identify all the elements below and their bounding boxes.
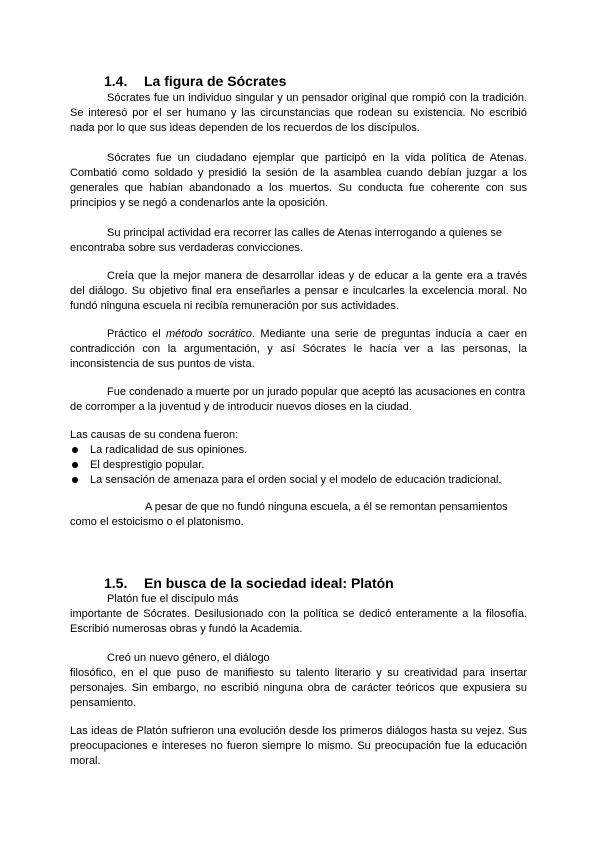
text-run: . Mediante una serie de preguntas inducía a caer en contradicción con la argumentación, y así Sócrates le hacía ver a las personas, la inconsistencia de sus puntos de vista.: [70, 328, 527, 370]
paragraph: filosófico, en el que puso de manifiesto su talento literario y su creatividad para insertar personajes. Sin embargo, no escribió ninguna obra de carácter teóricos que expusiera su pensamiento.: [70, 667, 527, 709]
paragraph: Fue condenado a muerte por un jurado popular que aceptó las acusaciones en contra de corromper a la juventud y de introducir nuevos dioses en la ciudad.: [70, 386, 526, 413]
list-item-text: El desprestigio popular.: [90, 459, 205, 471]
bullet-icon: [72, 462, 78, 468]
list-item: [70, 473, 527, 488]
paragraph: importante de Sócrates. Desilusionado con la política se dedicó enteramente a la filosofía. Escribió numerosas obras y fundó la Academia.: [70, 608, 527, 635]
paragraph-socratic-method: [70, 327, 527, 372]
list-item-text: La sensación de amenaza para el orden social y el modelo de educación tradicional.: [90, 474, 502, 486]
causes-intro: Las causas de su condena fueron:: [70, 429, 239, 441]
paragraph: Creía que la mejor manera de desarrollar ideas y de educar a la gente era a través del diálogo. Su objetivo final era enseñarles a pensar e inculcarles la excelencia moral. No fundó ninguna escuela ni recibía remuneración por sus actividades.: [70, 270, 527, 312]
paragraph-line: Platón fue el discípulo más: [107, 593, 239, 605]
causes-list: [70, 443, 527, 488]
bullet-icon: [72, 447, 78, 453]
section-title: En busca de la sociedad ideal: Platón: [144, 575, 394, 591]
paragraph: Las ideas de Platón sufrieron una evolución desde los primeros diálogos hasta su vejez. Sus preocupaciones e intereses no fueron siempre lo mismo. Su preocupación fue la educación moral.: [70, 725, 527, 767]
text-run: Práctico el: [107, 328, 166, 340]
emphasis-term: método socrático: [165, 328, 253, 340]
section-heading-socrates: [104, 72, 286, 90]
section-number: 1.4.: [104, 73, 128, 89]
paragraph-line: Creó un nuevo género, el diálogo: [107, 652, 270, 664]
section-number: 1.5.: [104, 575, 128, 591]
paragraph: Su principal actividad era recorrer las calles de Atenas interrogando a quienes se encontraba sobre sus verdaderas convicciones.: [70, 227, 503, 254]
paragraph: Sócrates fue un ciudadano ejemplar que participó en la vida política de Atenas. Combatió como soldado y presidió la sesión de la asamblea cuando debían juzgar a los generales que habían abandonado a los muertos. Su conducta fue coherente con sus principios y se negó a condenarlos ante la oposición.: [70, 152, 527, 209]
bullet-icon: [72, 477, 78, 483]
list-item: [70, 443, 527, 458]
paragraph: A pesar de que no fundó ninguna escuela, a él se remontan pensamientos como el estoicismo o el platonismo.: [70, 501, 508, 528]
list-item: [70, 458, 527, 473]
section-heading-platon: [104, 574, 394, 592]
section-title: La figura de Sócrates: [144, 73, 287, 89]
list-item-text: La radicalidad de sus opiniones.: [90, 444, 248, 456]
paragraph: Sócrates fue un individuo singular y un pensador original que rompió con la tradición. Se interesó por el ser humano y las circunstancias que rodean su existencia. No escribió nada por lo que sus ideas dependen de los recuerdos de los discípulos.: [70, 92, 527, 134]
